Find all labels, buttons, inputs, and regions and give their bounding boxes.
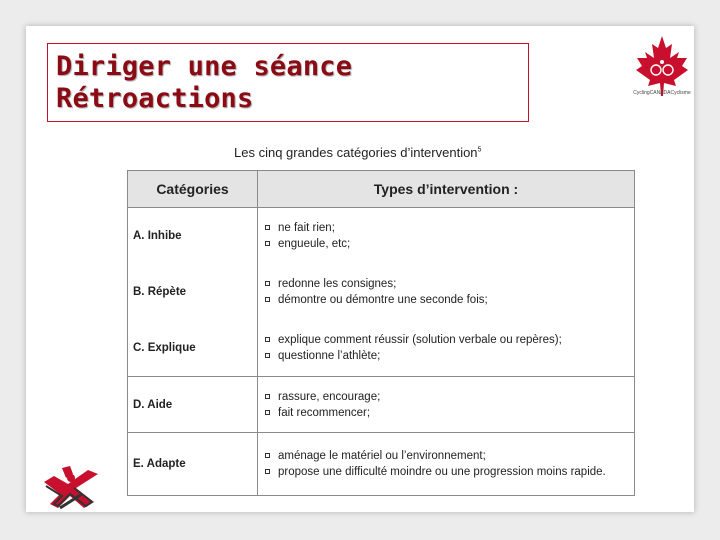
category-cell: A. Inhibe [128,208,258,265]
checkbox-bullet-icon [265,337,270,342]
table-row [128,377,635,433]
list-item [264,236,628,252]
header-categories: Catégories [128,171,258,208]
table-title-superscript: 5 [477,146,482,154]
types-cell [258,208,635,265]
list-item [264,464,628,480]
checkbox-bullet-icon [265,394,270,399]
item-text: aménage le matériel ou l’environnement; [278,450,486,462]
types-cell [258,320,635,377]
list-item [264,448,628,464]
header-types: Types d’intervention : [258,171,635,208]
table-row [128,264,635,320]
checkbox-bullet-icon [265,241,270,246]
category-cell: E. Adapte [128,433,258,496]
item-text: propose une difficulté moindre ou une progression moins rapide. [278,466,606,478]
category-cell: D. Aide [128,377,258,433]
list-item [264,389,628,405]
table-row [128,208,635,265]
list-item [264,276,628,292]
logo-caption: CyclingCANADACyclisme [633,90,691,96]
table-title [234,145,481,160]
slide-title-line-2: Rétroactions [56,83,254,114]
list-item [264,332,628,348]
item-text: redonne les consignes; [278,278,397,290]
list-item [264,220,628,236]
list-item [264,405,628,421]
types-cell [258,377,635,433]
item-text: explique comment réussir (solution verbale ou repères); [278,334,562,346]
table-row [128,320,635,377]
checkbox-bullet-icon [265,469,270,474]
table-title-text: Les cinq grandes catégories d’intervention [234,145,478,160]
checkbox-bullet-icon [265,353,270,358]
checkbox-bullet-icon [265,225,270,230]
category-cell: B. Répète [128,264,258,320]
checkbox-bullet-icon [265,453,270,458]
item-text: questionne l’athlète; [278,350,381,362]
slide-title-line-1: Diriger une séance [56,51,353,82]
item-text: ne fait rien; [278,222,335,234]
category-cell: C. Explique [128,320,258,377]
intervention-table [127,170,635,496]
table-row [128,433,635,496]
item-text: rassure, encourage; [278,390,381,403]
types-cell [258,264,635,320]
item-text: engueule, etc; [278,238,351,250]
list-item [264,292,628,308]
checkbox-bullet-icon [265,281,270,286]
checkbox-bullet-icon [265,410,270,415]
title-box [47,43,529,122]
checkbox-bullet-icon [265,297,270,302]
table-header-row [128,171,635,208]
coaching-logo-icon [40,464,102,514]
list-item [264,348,628,364]
item-text: démontre ou démontre une seconde fois; [278,294,488,306]
item-text: fait recommencer; [278,406,371,419]
types-cell [258,433,635,496]
